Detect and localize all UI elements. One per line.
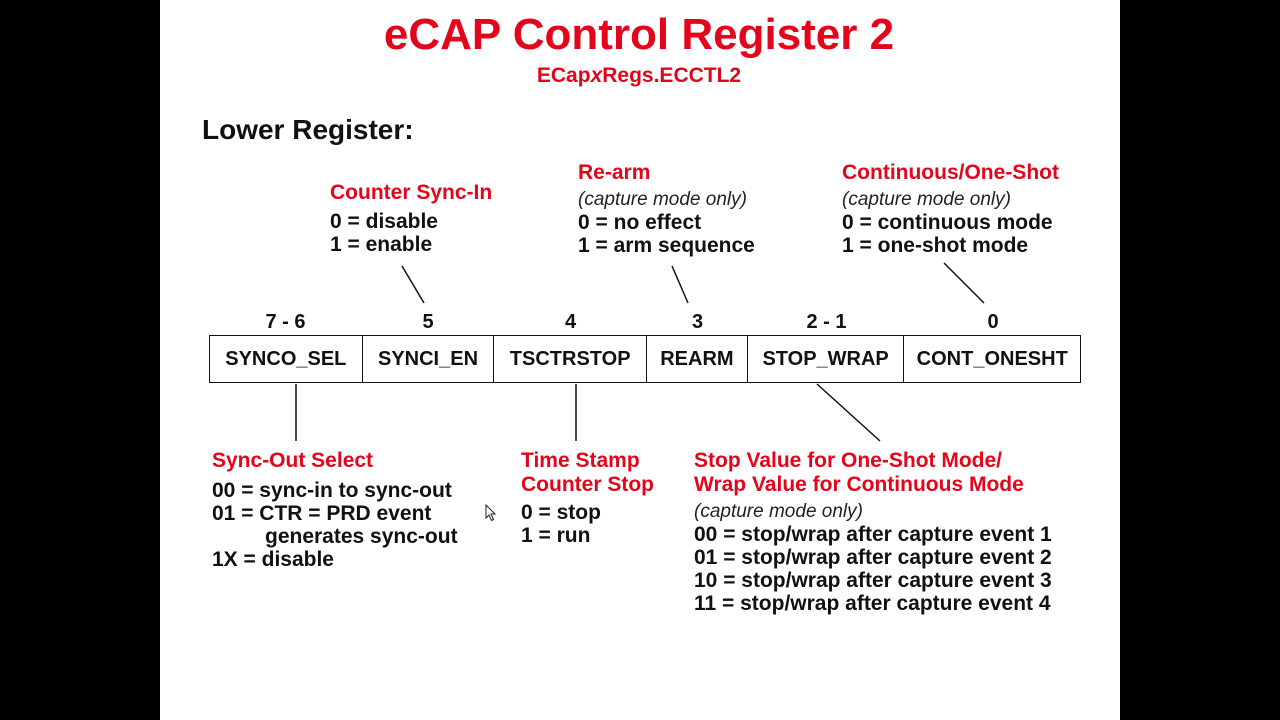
sync-out-title: Sync-Out Select	[212, 449, 374, 472]
bit-number: 3	[691, 311, 704, 333]
cont-oneshot-title: Continuous/One-Shot	[842, 161, 1059, 184]
register-path-suffix: Regs.ECCTL2	[602, 64, 742, 87]
field-tsctrstop: TSCTRSTOP	[494, 336, 647, 382]
rearm-line-0: 0 = no effect	[578, 211, 702, 234]
tsctr-stop-title-1: Time Stamp	[521, 449, 640, 472]
sync-out-line-3: 1X = disable	[212, 548, 334, 571]
tsctr-stop-line-0: 0 = stop	[521, 501, 601, 524]
field-rearm: REARM	[647, 336, 748, 382]
tsctr-stop-title-2: Counter Stop	[521, 473, 654, 496]
slide-title: eCAP Control Register 2	[383, 10, 895, 59]
tsctr-stop-annotation	[521, 449, 654, 547]
rearm-line-1: 1 = arm sequence	[578, 234, 755, 257]
register-path-italic: x	[590, 64, 603, 87]
bit-number: 4	[564, 311, 577, 333]
stop-wrap-title-2: Wrap Value for Continuous Mode	[694, 473, 1024, 496]
field-cont-onesht: CONT_ONESHT	[916, 347, 1068, 370]
cont-oneshot-line-1: 1 = one-shot mode	[842, 234, 1029, 257]
sync-out-line-0: 00 = sync-in to sync-out	[212, 479, 452, 502]
connector-line	[402, 266, 424, 303]
register-path-prefix: ECap	[536, 64, 591, 87]
field-synci-en: SYNCI_EN	[363, 336, 495, 382]
cont-oneshot-line-0: 0 = continuous mode	[842, 211, 1053, 234]
section-label: Lower Register:	[202, 114, 414, 145]
sync-in-line-0: 0 = disable	[330, 210, 438, 233]
sync-out-annotation	[212, 449, 458, 571]
stop-wrap-note: (capture mode only)	[694, 501, 863, 522]
stop-wrap-line-1: 01 = stop/wrap after capture event 2	[694, 546, 1052, 569]
bit-number: 5	[422, 311, 434, 333]
tsctr-stop-line-1: 1 = run	[521, 524, 591, 547]
bit-number: 2 - 1	[806, 311, 847, 333]
stop-wrap-title-1: Stop Value for One-Shot Mode/	[694, 449, 1003, 472]
sync-out-line-2: generates sync-out	[265, 525, 458, 548]
stop-wrap-annotation	[694, 449, 1052, 615]
slide	[160, 0, 1120, 720]
field-stop-wrap: STOP_WRAP	[748, 336, 905, 382]
connector-line	[817, 384, 880, 441]
cont-oneshot-note: (capture mode only)	[842, 189, 1011, 210]
rearm-note: (capture mode only)	[578, 189, 747, 210]
mouse-pointer-icon	[485, 504, 497, 522]
sync-out-line-1: 01 = CTR = PRD event	[212, 502, 432, 525]
connector-line	[944, 263, 984, 303]
stop-wrap-line-0: 00 = stop/wrap after capture event 1	[694, 523, 1052, 546]
bit-number: 0	[987, 311, 999, 333]
stop-wrap-line-3: 11 = stop/wrap after capture event 4	[694, 592, 1051, 615]
stop-wrap-line-2: 10 = stop/wrap after capture event 3	[694, 569, 1052, 592]
sync-in-line-1: 1 = enable	[330, 233, 433, 256]
rearm-title: Re-arm	[578, 161, 651, 184]
connector-line	[672, 266, 688, 303]
sync-in-title: Counter Sync-In	[330, 181, 493, 204]
field-synco-sel: SYNCO_SEL	[210, 336, 363, 382]
bit-number: 7 - 6	[265, 311, 306, 333]
